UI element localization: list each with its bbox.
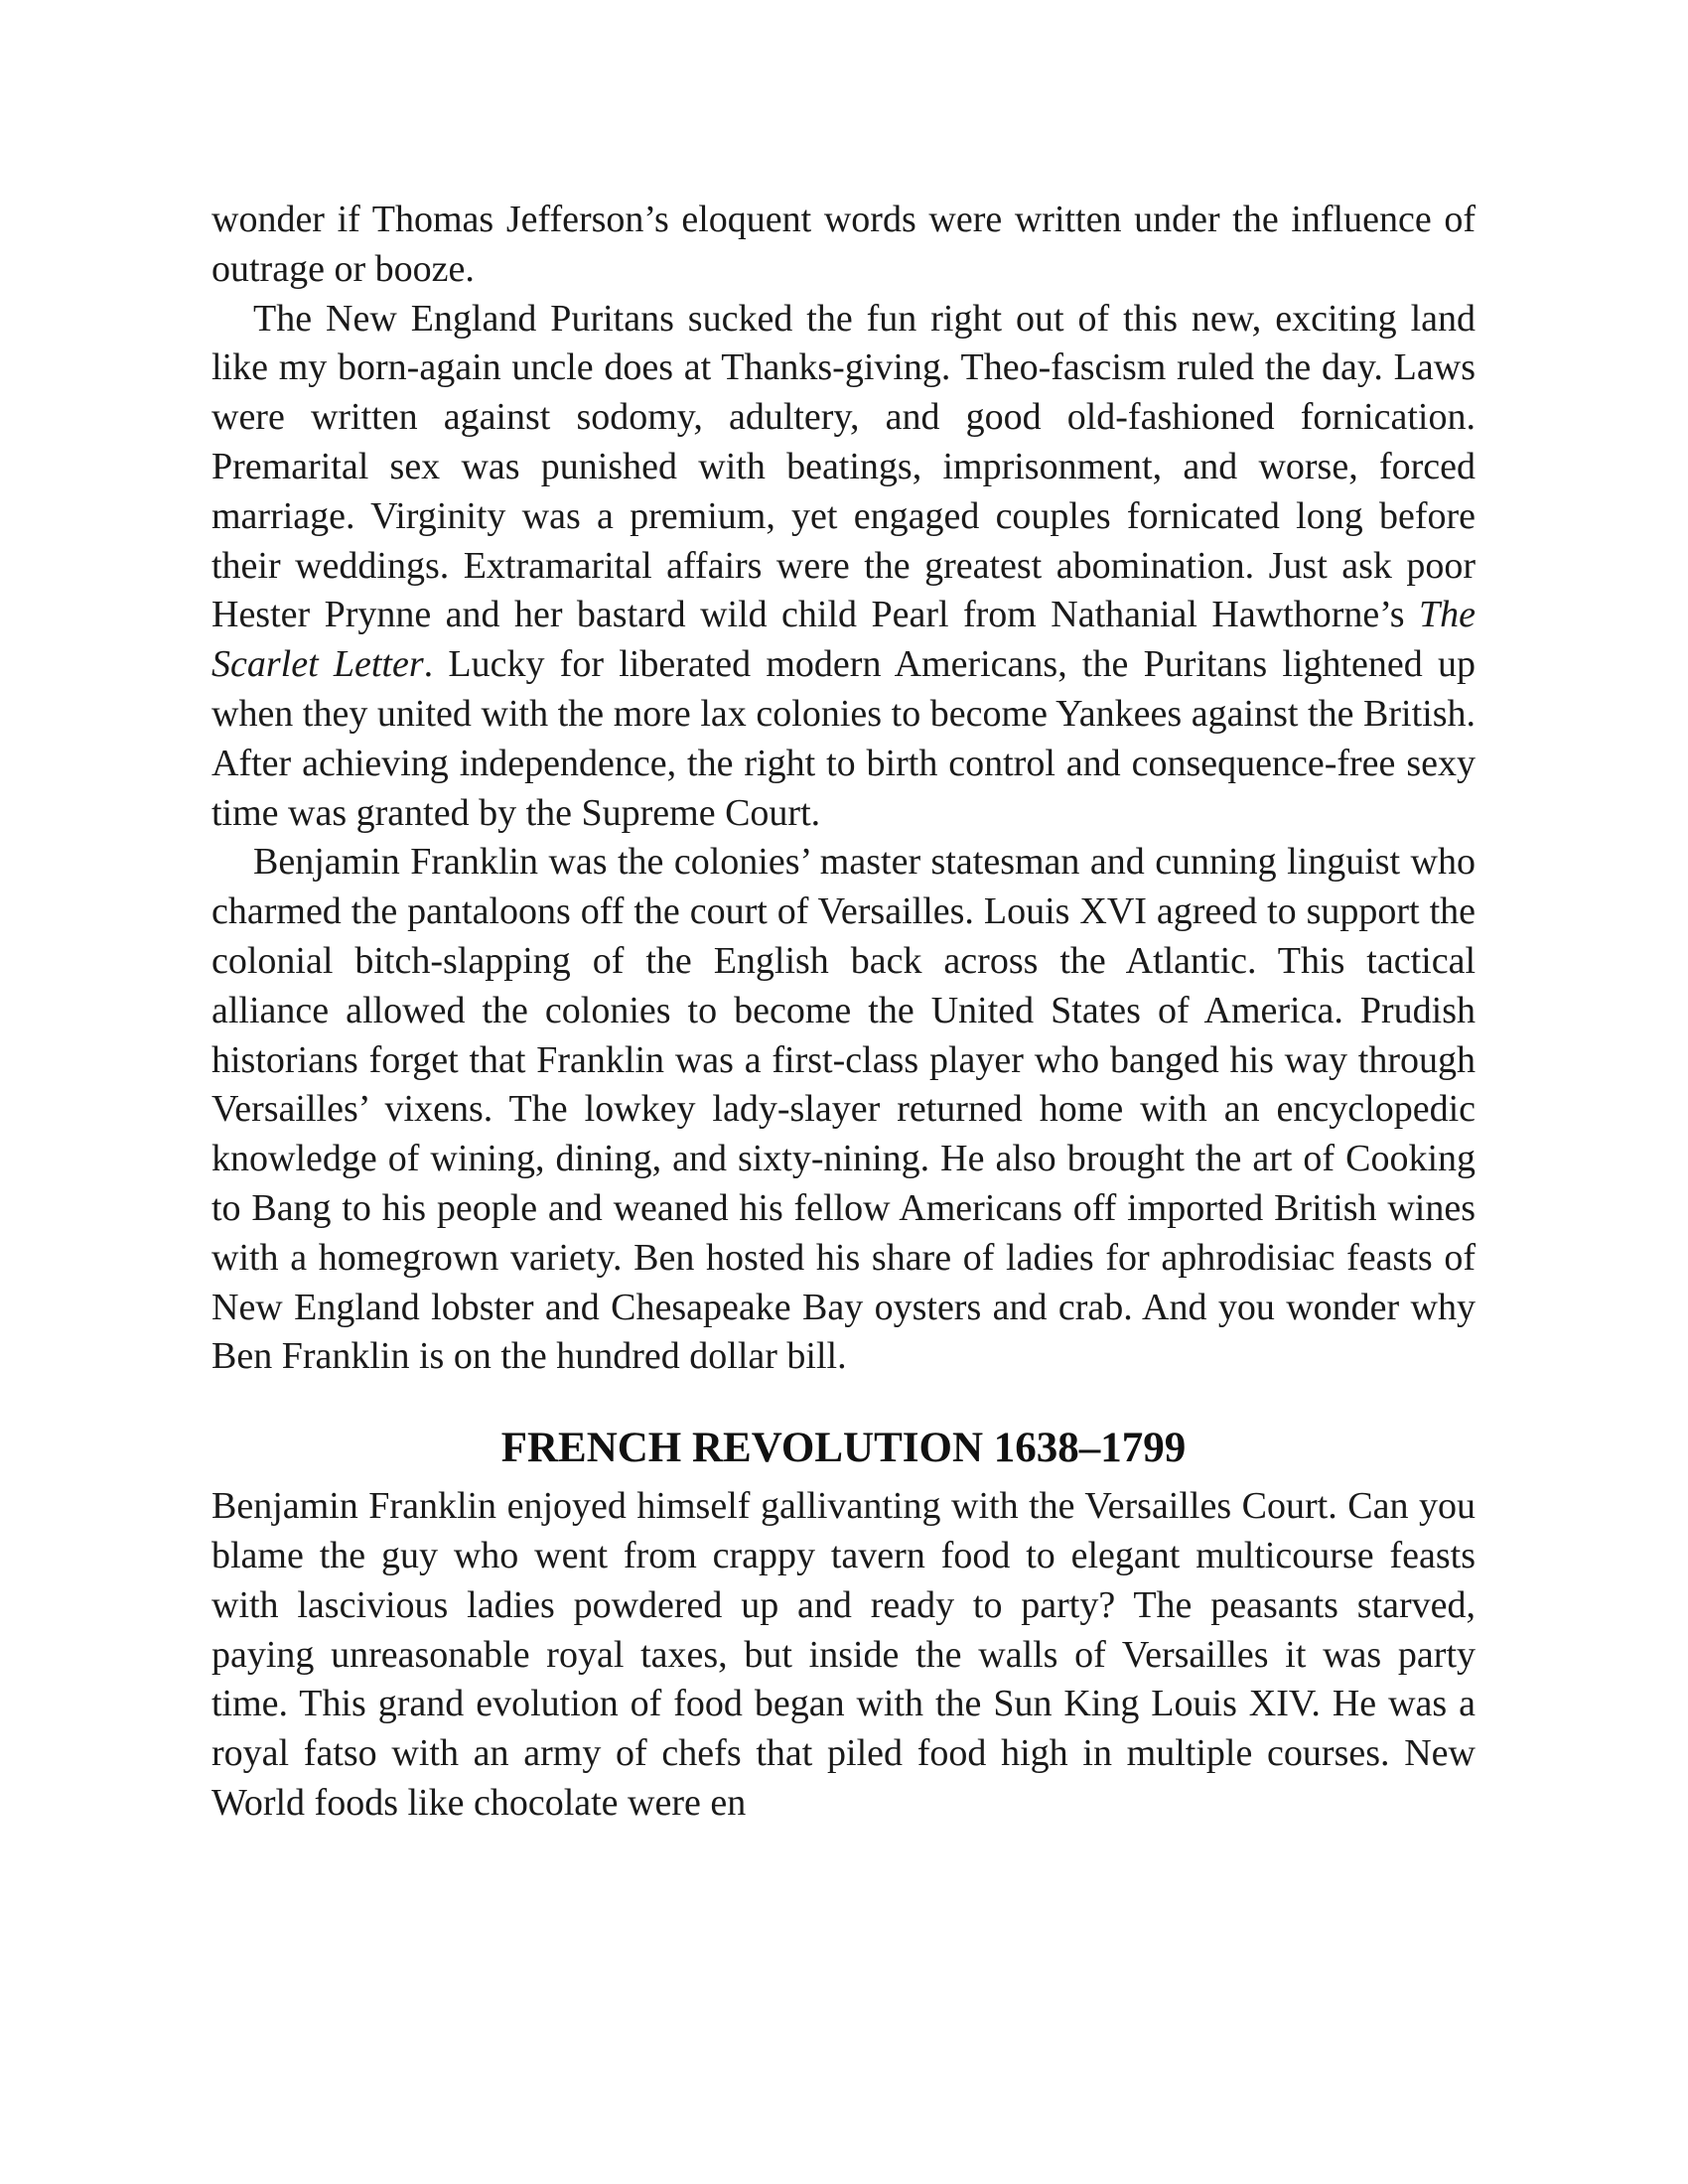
paragraph-puritans (211, 295, 1476, 839)
page-body (211, 196, 1476, 1829)
paragraph-puritans-text-end: . Lucky for liberated modern Americans, the Puritans lightened up when they united with the more lax colonies to become Yankees against the British. After achieving independence, the right to birth control and consequence-free sexy time was granted by the Supreme Court. (211, 643, 1477, 834)
paragraph-continuation: wonder if Thomas Jefferson’s eloquent words were written under the influence of outrage or booze. (211, 199, 1476, 290)
paragraph-franklin: Benjamin Franklin was the colonies’ master statesman and cunning linguist who charmed the pantaloons off the court of Versailles. Louis XVI agreed to support the colonial bitch-slapping of the English back across the Atlantic. This tactical alliance allowed the colonies to become the United States of America. Prudish historians forget that Franklin was a first-class player who banged his way through Versailles’ vixens. The lowkey lady-slayer returned home with an encyclopedic knowledge of wining, dining, and sixty-nining. He also brought the art of Cooking to Bang to his people and weaned his fellow Americans off imported British wines with a homegrown variety. Ben hosted his share of ladies for aphrodisiac feasts of New England lobster and Chesapeake Bay oysters and crab. And you wonder why Ben Franklin is on the hundred dollar bill. (211, 841, 1476, 1378)
book-title-italic: The Scarlet Letter (211, 594, 1476, 686)
section-heading: FRENCH REVOLUTION 1638–1799 (500, 1425, 1187, 1472)
paragraph-french-revolution: Benjamin Franklin enjoyed himself gallivanting with the Versailles Court. Can you blame the guy who went from crappy tavern food to elegant multicourse feasts with lascivious ladies powdered up and ready to party? The peasants starved, paying unreasonable royal taxes, but inside the walls of Versailles it was party time. This grand evolution of food began with the Sun King Louis XIV. He was a royal fatso with an army of chefs that piled food high in multiple courses. New World foods like chocolate were en (211, 1485, 1476, 1824)
paragraph-puritans-text-start: The New England Puritans sucked the fun right out of this new, exciting land like my born-again uncle does at Thanks-giving. Theo-fascism ruled the day. Laws were written against sodomy, adultery, and good old-fashioned fornication. Premarital sex was punished with beatings, imprisonment, and worse, forced marriage. Virginity was a premium, yet engaged couples fornicated long before their weddings. Extramarital affairs were the greatest abomination. Just ask poor Hester Prynne and her bastard wild child Pearl from Nathanial Hawthorne’s (211, 297, 1476, 636)
